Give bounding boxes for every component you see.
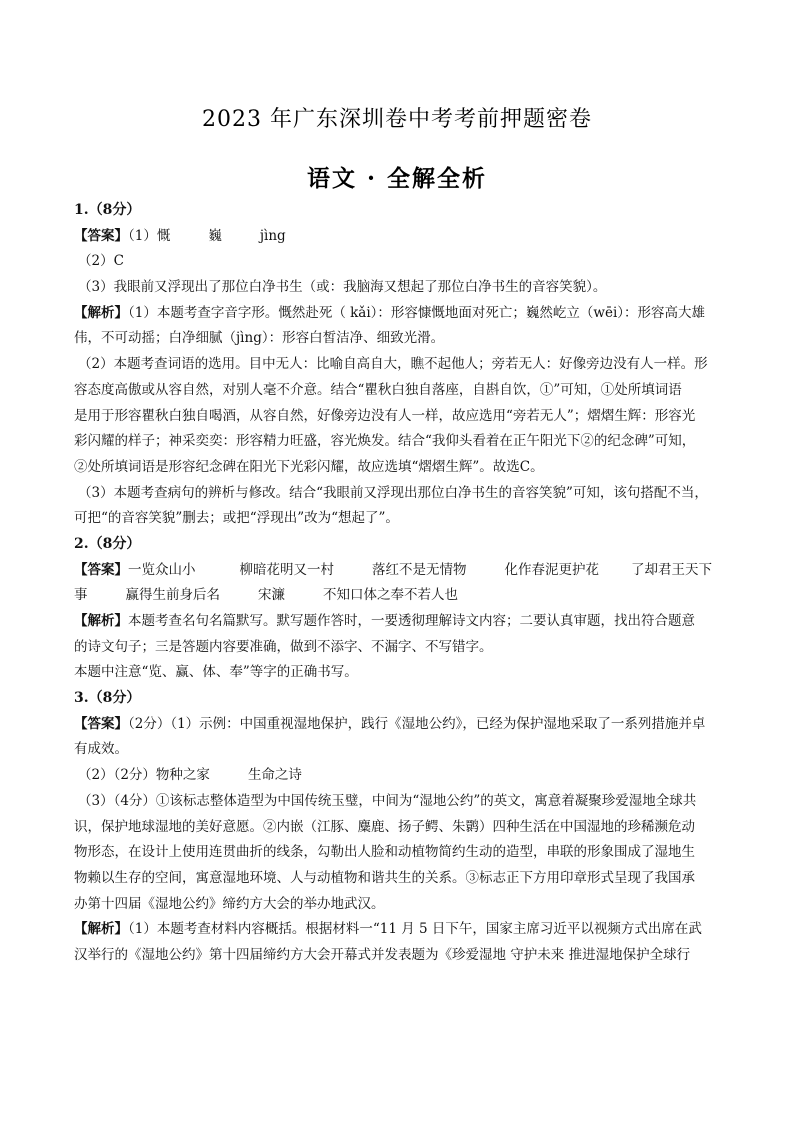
q2-answer-e: 了却君王天下 [631,561,712,578]
q3-answer-3-line-2: 识，保护地球湿地的美好意愿。②内嵌（江豚、麋鹿、扬子鳄、朱鹮）四种生活在中国湿地的珍稀濒危动 [74,818,695,835]
q1-analysis-line-4: 容态度高傲或从容自然，对别人毫不介意。结合“瞿秋白独自落座，自斟自饮，①”可知，①处所填词语 [74,381,682,398]
q1-answer-1a: （1）慨 [128,227,171,244]
q1-analysis-text-1: （1）本题考查字音字形。慨然赴死（ kǎi）：形容慷慨地面对死亡；巍然屹立（wēi）：形容高大雄 [128,304,706,321]
document-title: 2023 年广东深圳卷中考考前押题密卷 [202,107,592,132]
q3-answer-3-line-1: （3）（4分）①该标志整体造型为中国传统玉璧，中间为“湿地公约”的英文，寓意着凝聚珍爱湿地全球共 [78,792,697,809]
q2-analysis-line-1 [74,609,724,635]
q2-answer-c: 落红不是无情物 [372,561,467,578]
answer-tag: 【答案】 [74,561,128,578]
q1-analysis-line-7: ②处所填词语是形容纪念碑在阳光下光彩闪耀，故应选填“熠熠生辉”。故选C。 [74,458,544,475]
question-1-header: 1.（8分） [74,202,141,218]
q1-analysis-line-5: 是用于形容瞿秋白独自喝酒，从容自然，好像旁边没有人一样，故应选用“旁若无人”；熠熠生辉：形容光 [74,407,696,424]
q1-answer-1b: 巍 [208,227,222,244]
q3-answer-2b: 生命之诗 [247,767,302,784]
q2-answer-f: 事 [74,587,88,604]
q1-answer-line [74,224,724,250]
analysis-tag: 【解析】 [74,613,128,629]
answer-tag: 【答案】 [74,227,128,244]
q2-answer-line-2 [74,583,724,609]
q3-answer-3-line-5: 办第十四届《湿地公约》缔约方大会的举办地武汉。 [74,895,385,912]
q2-answer-d: 化作春泥更护花 [504,561,599,578]
q3-analysis-line-2: 汉举行的《湿地公约》第十四届缔约方大会开幕式并发表题为《珍爱湿地 守护未来 推进湿地保护全球行 [74,946,691,963]
q1-analysis-line-3: （2）本题考查词语的选用。目中无人：比喻自高自大，瞧不起他人；旁若无人：好像旁边没有人一样。形 [78,356,708,373]
q3-answer-text-1: （2分）（1）示例：中国重视湿地保护，践行《湿地公约》，已经为保护湿地采取了一系列措施并卓 [128,715,706,732]
answer-content [74,198,724,969]
question-3-header: 3.（8分） [74,690,141,707]
q3-answer-3-line-3: 物形态，在设计上使用连贯曲折的线条，勾勒出人脸和动植物简约生动的造型，串联的形象围成了湿地生 [74,844,695,861]
q1-analysis-line-1 [74,301,724,327]
q2-analysis-line-3: 本题中注意“览、赢、体、奉”等字的正确书写。 [74,664,358,681]
document-subtitle: 语文 · 全解全析 [306,165,488,192]
q3-answer-line-3 [74,763,724,789]
q3-analysis-line-1 [74,917,724,943]
q2-analysis-line-2: 的诗文句子；三是答题内容要准确，做到不添字、不漏字、不写错字。 [74,638,493,655]
q3-answer-line-2: 有成效。 [74,741,128,758]
q2-answer-h: 宋濂 [258,587,285,604]
q1-answer-3: （3）我眼前又浮现出了那位白净书生（或：我脑海又想起了那位白净书生的音容笑貌）。 [78,279,607,296]
question-2-header: 2.（8分） [74,535,141,552]
q2-answer-g: 赢得生前身后名 [125,587,220,604]
analysis-tag: 【解析】 [74,921,128,938]
q2-answer-a: 一览众山小 [128,561,196,578]
q2-answer-i: 不知口体之奉不若人也 [323,587,458,604]
q1-answer-1c: jìng [259,227,286,244]
q1-answer-2: （2）C [78,253,124,270]
q3-analysis-text-1: （1）本题考查材料内容概括。根据材料一“11 月 5 日下午，国家主席习近平以视频方式出席在武 [128,921,702,938]
q1-analysis-line-9: 可把“的音容笑貌”删去；或把“浮现出”改为“想起了”。 [74,510,399,527]
q2-answer-b: 柳暗花明又一村 [239,561,334,578]
q2-analysis-text-1: 本题考查名句名篇默写。默写题作答时，一要透彻理解诗文内容；二要认真审题，找出符合题意 [128,613,695,629]
analysis-tag: 【解析】 [74,304,128,321]
q1-analysis-line-6: 彩闪耀的样子；神采奕奕：形容精力旺盛，容光焕发。结合“我仰头看着在正午阳光下②的纪念碑”可知， [74,433,696,450]
q2-answer-line-1 [74,558,724,584]
q1-analysis-line-2: 伟，不可动摇；白净细腻（jìng）：形容白皙洁净、细致光滑。 [74,330,445,347]
q1-analysis-line-8: （3）本题考查病句的辨析与修改。结合“我眼前又浮现出那位白净书生的音容笑貌”可知，该句搭配不当， [78,484,708,501]
q3-answer-3-line-4: 物赖以生存的空间，寓意湿地环境、人与动植物和谐共生的关系。③标志正下方用印章形式呈现了我国承 [74,869,695,886]
q3-answer-line-1 [74,712,724,738]
answer-tag: 【答案】 [74,715,128,732]
q3-answer-2a: （2）（2分）物种之家 [78,767,210,784]
